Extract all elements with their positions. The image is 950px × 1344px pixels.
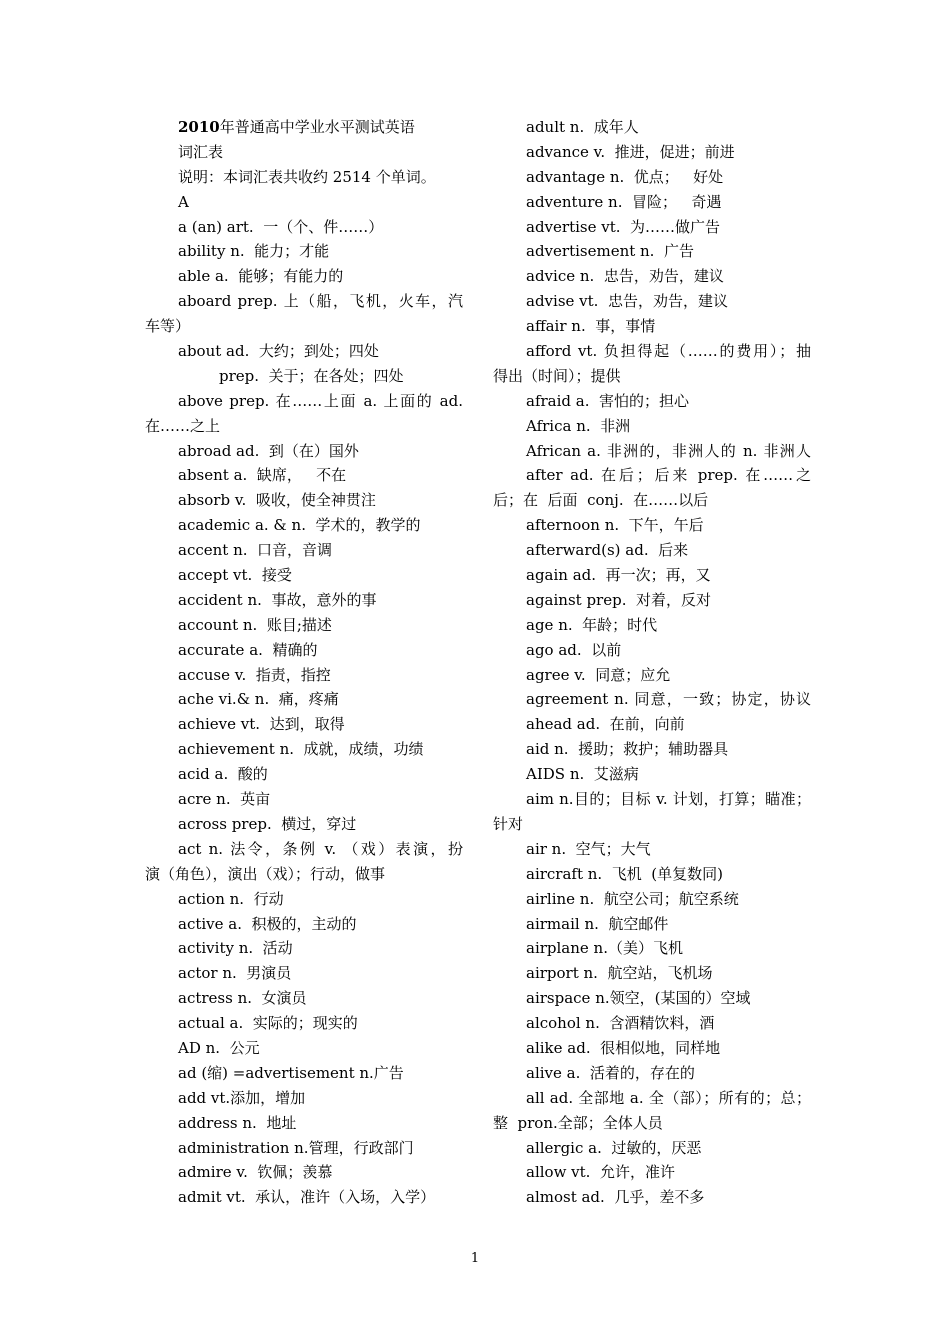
vocabulary-entry: achieve vt. 达到，取得	[178, 715, 345, 734]
vocabulary-entry: airport n. 航空站，飞机场	[526, 964, 713, 983]
vocabulary-entry: agree v. 同意；应允	[526, 665, 671, 684]
vocabulary-entry: actress n. 女演员	[178, 989, 307, 1008]
vocabulary-entry: action n. 行动	[178, 889, 284, 908]
vocabulary-entry: prep. 关于；在各处；四处	[219, 366, 404, 385]
vocabulary-entry: admit vt. 承认，准许（入场，入学）	[178, 1188, 436, 1207]
left-entry-list	[145, 215, 463, 1211]
vocabulary-entry: able a. 能够；有能力的	[178, 267, 344, 286]
vocabulary-entry: achievement n. 成就，成绩，功绩	[178, 740, 424, 759]
vocabulary-entry: about ad. 大约；到处；四处	[178, 342, 379, 361]
vocabulary-entry: ago ad. 以前	[526, 640, 622, 659]
vocabulary-entry: airplane n.（美）飞机	[526, 939, 683, 958]
vocabulary-entry: alive a. 活着的，存在的	[526, 1063, 695, 1082]
vocabulary-entry: ad (缩) =advertisement n.广告	[178, 1063, 404, 1082]
vocabulary-entry: a (an) art. 一（个、件……）	[178, 217, 384, 236]
vocabulary-entry: academic a. & n. 学术的，教学的	[178, 516, 421, 535]
vocabulary-entry: absorb v. 吸收，使全神贯注	[178, 491, 376, 510]
entry-continuation: 车等）	[145, 317, 191, 336]
entry-continuation: 得出（时间）；提供	[493, 366, 621, 385]
title-text: 年普通高中学业水平测试英语	[219, 118, 415, 136]
vocabulary-entry: aid n. 援助；救护；辅助器具	[526, 740, 729, 759]
entry-continuation: 针对	[493, 814, 524, 833]
vocabulary-entry: across prep. 横过，穿过	[178, 814, 357, 833]
vocabulary-entry: accuse v. 指责，指控	[178, 665, 331, 684]
vocabulary-entry: actor n. 男演员	[178, 964, 292, 983]
vocabulary-entry: all ad. 全部地 a. 全（部）；所有的；总；	[526, 1088, 811, 1107]
entry-continuation: 后；在 后面 conj. 在……以后	[493, 491, 709, 510]
left-column	[145, 115, 463, 1210]
vocabulary-entry: actual a. 实际的；现实的	[178, 1014, 358, 1033]
vocabulary-entry: ache vi.& n. 痛，疼痛	[178, 690, 339, 709]
vocabulary-entry: affair n. 事，事情	[526, 317, 656, 336]
vocabulary-entry: activity n. 活动	[178, 939, 293, 958]
vocabulary-entry: after ad. 在后；后来 prep. 在……之	[526, 466, 811, 485]
vocabulary-entry: again ad. 再一次；再，又	[526, 566, 711, 585]
vocabulary-entry: Africa n. 非洲	[526, 416, 631, 435]
page-number: 1	[470, 1251, 480, 1266]
vocabulary-entry: afterward(s) ad. 后来	[526, 541, 689, 560]
vocabulary-entry: alcohol n. 含酒精饮料，酒	[526, 1014, 715, 1033]
vocabulary-entry: airspace n.领空，(某国的）空域	[526, 989, 751, 1008]
vocabulary-entry: absent a. 缺席， 不在	[178, 466, 347, 485]
vocabulary-entry: afternoon n. 下午，午后	[526, 516, 704, 535]
vocabulary-entry: advertisement n. 广告	[526, 242, 694, 261]
vocabulary-entry: ahead ad. 在前，向前	[526, 715, 685, 734]
document-title	[145, 115, 463, 140]
vocabulary-entry: acre n. 英亩	[178, 790, 271, 809]
vocabulary-entry: accident n. 事故，意外的事	[178, 590, 377, 609]
vocabulary-entry: adult n. 成年人	[526, 118, 639, 136]
vocabulary-entry: airline n. 航空公司；航空系统	[526, 889, 739, 908]
vocabulary-entry: alike ad. 很相似地，同样地	[526, 1038, 721, 1057]
vocabulary-entry: aboard prep. 上（船，飞机，火车，汽	[178, 292, 463, 311]
vocabulary-entry: aim n.目的；目标 v. 计划，打算；瞄准；	[526, 790, 811, 809]
vocabulary-entry: accept vt. 接受	[178, 566, 292, 585]
vocabulary-entry: allergic a. 过敏的，厌恶	[526, 1138, 702, 1157]
vocabulary-entry: acid a. 酸的	[178, 765, 268, 784]
vocabulary-entry: aircraft n. 飞机 (单复数同)	[526, 864, 723, 883]
entry-continuation: 演（角色），演出（戏）；行动，做事	[145, 864, 386, 883]
document-note: 说明：本词汇表共收约 2514 个单词。	[178, 167, 436, 186]
vocabulary-entry: advise vt. 忠告，劝告，建议	[526, 292, 728, 311]
vocabulary-entry: afraid a. 害怕的；担心	[526, 391, 690, 410]
section-letter: A	[178, 192, 189, 211]
vocabulary-entry: admire v. 钦佩；羡慕	[178, 1163, 333, 1182]
vocabulary-entry: afford vt. 负担得起（……的费用）；抽	[526, 342, 811, 361]
vocabulary-entry: AIDS n. 艾滋病	[526, 765, 639, 784]
vocabulary-entry: administration n.管理，行政部门	[178, 1138, 414, 1157]
vocabulary-entry: add vt.添加，增加	[178, 1088, 306, 1107]
vocabulary-entry: AD n. 公元	[178, 1038, 260, 1057]
entry-continuation: 在……之上	[145, 416, 221, 435]
vocabulary-entry: African a. 非洲的，非洲人的 n. 非洲人	[526, 441, 811, 460]
vocabulary-entry: above prep. 在……上面 a. 上面的 ad.	[178, 391, 463, 410]
vocabulary-entry: advance v. 推进，促进；前进	[526, 142, 735, 161]
document-subtitle: 词汇表	[178, 142, 224, 161]
title-year: 2010	[178, 118, 220, 136]
vocabulary-entry: abroad ad. 到（在）国外	[178, 441, 359, 460]
vocabulary-entry: airmail n. 航空邮件	[526, 914, 669, 933]
vocabulary-entry: advertise vt. 为……做广告	[526, 217, 721, 236]
entry-continuation: 整 pron.全部；全体人员	[493, 1113, 663, 1132]
vocabulary-entry: address n. 地址	[178, 1113, 297, 1132]
right-column	[493, 115, 811, 1210]
vocabulary-entry: advantage n. 优点； 好处	[526, 167, 724, 186]
vocabulary-entry: almost ad. 几乎，差不多	[526, 1188, 705, 1207]
vocabulary-entry: air n. 空气；大气	[526, 839, 651, 858]
right-entry-list	[493, 115, 811, 1210]
vocabulary-entry: allow vt. 允许，准许	[526, 1163, 675, 1182]
vocabulary-entry: ability n. 能力；才能	[178, 242, 330, 261]
vocabulary-entry: age n. 年龄；时代	[526, 615, 658, 634]
vocabulary-entry: account n. 账目;描述	[178, 615, 332, 634]
vocabulary-entry: active a. 积极的，主动的	[178, 914, 357, 933]
vocabulary-entry: accurate a. 精确的	[178, 640, 318, 659]
vocabulary-entry: against prep. 对着，反对	[526, 590, 711, 609]
vocabulary-entry: agreement n. 同意，一致；协定，协议	[526, 690, 811, 709]
vocabulary-entry: accent n. 口音，音调	[178, 541, 333, 560]
vocabulary-entry: advice n. 忠告，劝告，建议	[526, 267, 724, 286]
vocabulary-entry: adventure n. 冒险； 奇遇	[526, 192, 722, 211]
vocabulary-entry: act n. 法令，条例 v. （戏）表演，扮	[178, 839, 463, 858]
